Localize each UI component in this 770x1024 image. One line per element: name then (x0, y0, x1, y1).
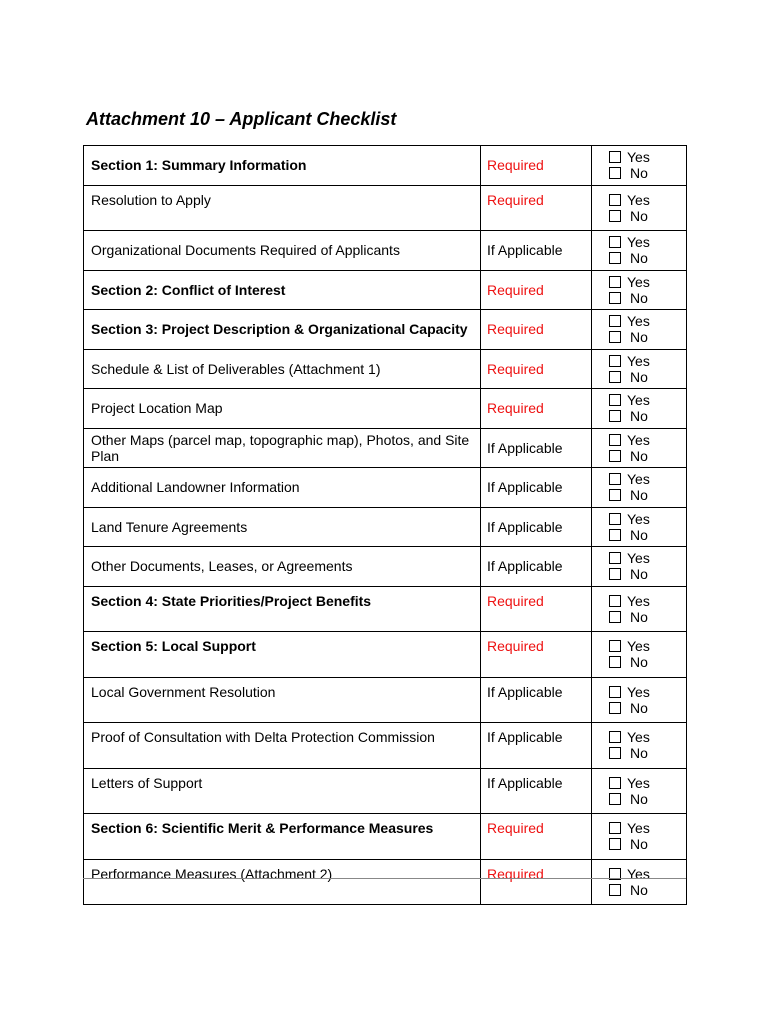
no-label: No (630, 207, 648, 224)
no-label: No (630, 790, 648, 807)
yes-label: Yes (627, 471, 650, 488)
table-row (84, 547, 687, 587)
table-row (84, 468, 687, 508)
no-checkbox[interactable] (609, 292, 621, 304)
table-row (84, 428, 687, 468)
status-label: If Applicable (481, 468, 592, 508)
table-row (84, 586, 687, 632)
no-checkbox[interactable] (609, 884, 621, 896)
table-row (84, 723, 687, 769)
yes-checkbox[interactable] (609, 315, 621, 327)
yes-checkbox[interactable] (609, 194, 621, 206)
yes-no-checkboxes (592, 859, 687, 905)
yes-checkbox[interactable] (609, 394, 621, 406)
yes-label: Yes (627, 352, 650, 369)
yes-no-checkboxes (592, 349, 687, 389)
no-checkbox[interactable] (609, 747, 621, 759)
no-label: No (630, 368, 648, 385)
table-row (84, 270, 687, 310)
item-label: Other Documents, Leases, or Agreements (84, 547, 481, 587)
yes-label: Yes (627, 510, 650, 527)
no-checkbox[interactable] (609, 489, 621, 501)
no-checkbox[interactable] (609, 167, 621, 179)
no-checkbox[interactable] (609, 793, 621, 805)
status-label: Required (481, 389, 592, 429)
yes-label: Yes (627, 729, 650, 746)
yes-checkbox[interactable] (609, 822, 621, 834)
no-checkbox[interactable] (609, 450, 621, 462)
yes-no-checkboxes (592, 768, 687, 814)
yes-no-checkboxes (592, 428, 687, 468)
yes-no-checkboxes (592, 547, 687, 587)
no-label: No (630, 289, 648, 306)
no-checkbox[interactable] (609, 371, 621, 383)
yes-checkbox[interactable] (609, 686, 621, 698)
table-row (84, 231, 687, 271)
yes-no-checkboxes (592, 507, 687, 547)
no-label: No (630, 881, 648, 898)
item-label: Organizational Documents Required of Applicants (84, 231, 481, 271)
item-label: Proof of Consultation with Delta Protection Commission (84, 723, 481, 769)
item-label: Section 1: Summary Information (84, 146, 481, 186)
yes-no-checkboxes (592, 270, 687, 310)
yes-no-checkboxes (592, 677, 687, 723)
yes-checkbox[interactable] (609, 513, 621, 525)
item-label: Schedule & List of Deliverables (Attachment 1) (84, 349, 481, 389)
yes-checkbox[interactable] (609, 731, 621, 743)
yes-no-checkboxes (592, 389, 687, 429)
no-label: No (630, 250, 648, 267)
no-label: No (630, 526, 648, 543)
status-label: If Applicable (481, 428, 592, 468)
status-label: Required (481, 185, 592, 231)
table-row (84, 349, 687, 389)
yes-label: Yes (627, 592, 650, 609)
item-label: Local Government Resolution (84, 677, 481, 723)
status-label: Required (481, 146, 592, 186)
status-label: If Applicable (481, 723, 592, 769)
status-label: If Applicable (481, 768, 592, 814)
status-label: Required (481, 270, 592, 310)
yes-label: Yes (627, 313, 650, 330)
no-checkbox[interactable] (609, 838, 621, 850)
yes-label: Yes (627, 683, 650, 700)
yes-checkbox[interactable] (609, 355, 621, 367)
table-row (84, 768, 687, 814)
table-row (84, 677, 687, 723)
table-row (84, 185, 687, 231)
yes-checkbox[interactable] (609, 777, 621, 789)
yes-checkbox[interactable] (609, 434, 621, 446)
yes-no-checkboxes (592, 586, 687, 632)
no-checkbox[interactable] (609, 702, 621, 714)
no-checkbox[interactable] (609, 410, 621, 422)
no-checkbox[interactable] (609, 568, 621, 580)
no-checkbox[interactable] (609, 611, 621, 623)
status-label: If Applicable (481, 677, 592, 723)
status-label: Required (481, 310, 592, 350)
yes-checkbox[interactable] (609, 473, 621, 485)
applicant-checklist-table (83, 145, 687, 905)
no-label: No (630, 836, 648, 853)
no-checkbox[interactable] (609, 210, 621, 222)
yes-no-checkboxes (592, 146, 687, 186)
yes-label: Yes (627, 865, 650, 882)
yes-label: Yes (627, 774, 650, 791)
no-label: No (630, 487, 648, 504)
yes-checkbox[interactable] (609, 552, 621, 564)
yes-label: Yes (627, 550, 650, 567)
status-label: Required (481, 859, 592, 905)
status-label: Required (481, 349, 592, 389)
yes-no-checkboxes (592, 231, 687, 271)
item-label: Section 5: Local Support (84, 632, 481, 678)
no-label: No (630, 566, 648, 583)
footer-divider (83, 878, 686, 879)
table-row (84, 632, 687, 678)
item-label: Performance Measures (Attachment 2) (84, 859, 481, 905)
no-checkbox[interactable] (609, 529, 621, 541)
yes-no-checkboxes (592, 310, 687, 350)
table-row (84, 389, 687, 429)
status-label: Required (481, 632, 592, 678)
yes-label: Yes (627, 638, 650, 655)
table-row (84, 507, 687, 547)
no-label: No (630, 447, 648, 464)
item-label: Other Maps (parcel map, topographic map), Photos, and Site Plan (84, 428, 481, 468)
no-label: No (630, 608, 648, 625)
yes-label: Yes (627, 273, 650, 290)
yes-no-checkboxes (592, 814, 687, 860)
yes-checkbox[interactable] (609, 236, 621, 248)
yes-no-checkboxes (592, 185, 687, 231)
no-checkbox[interactable] (609, 331, 621, 343)
no-label: No (630, 654, 648, 671)
yes-no-checkboxes (592, 468, 687, 508)
table-row (84, 310, 687, 350)
item-label: Project Location Map (84, 389, 481, 429)
yes-checkbox[interactable] (609, 151, 621, 163)
yes-label: Yes (627, 820, 650, 837)
item-label: Section 2: Conflict of Interest (84, 270, 481, 310)
yes-no-checkboxes (592, 723, 687, 769)
status-label: Required (481, 814, 592, 860)
table-row (84, 146, 687, 186)
no-label: No (630, 699, 648, 716)
yes-label: Yes (627, 392, 650, 409)
page-title: Attachment 10 – Applicant Checklist (86, 109, 397, 129)
item-label: Resolution to Apply (84, 185, 481, 231)
no-checkbox[interactable] (609, 252, 621, 264)
yes-label: Yes (627, 431, 650, 448)
status-label: If Applicable (481, 231, 592, 271)
no-label: No (630, 408, 648, 425)
yes-label: Yes (627, 191, 650, 208)
item-label: Additional Landowner Information (84, 468, 481, 508)
no-label: No (630, 745, 648, 762)
item-label: Section 6: Scientific Merit & Performance Measures (84, 814, 481, 860)
table-row (84, 859, 687, 905)
no-checkbox[interactable] (609, 656, 621, 668)
status-label: If Applicable (481, 547, 592, 587)
item-label: Land Tenure Agreements (84, 507, 481, 547)
yes-no-checkboxes (592, 632, 687, 678)
yes-checkbox[interactable] (609, 640, 621, 652)
yes-label: Yes (627, 234, 650, 251)
yes-checkbox[interactable] (609, 595, 621, 607)
item-label: Section 4: State Priorities/Project Benefits (84, 586, 481, 632)
no-label: No (630, 329, 648, 346)
no-label: No (630, 165, 648, 182)
status-label: If Applicable (481, 507, 592, 547)
yes-label: Yes (627, 149, 650, 166)
table-row (84, 814, 687, 860)
item-label: Letters of Support (84, 768, 481, 814)
status-label: Required (481, 586, 592, 632)
yes-checkbox[interactable] (609, 276, 621, 288)
item-label: Section 3: Project Description & Organizational Capacity (84, 310, 481, 350)
